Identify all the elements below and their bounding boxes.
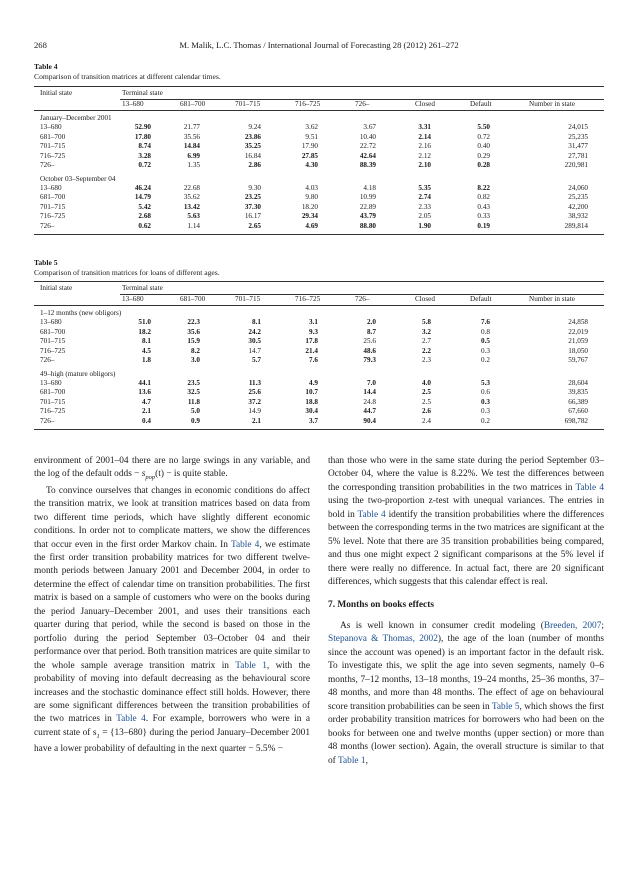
table-cell: 22.89 bbox=[359, 202, 376, 211]
table-cell: 5.42 bbox=[138, 202, 151, 211]
row-state-label: 716–725 bbox=[40, 151, 66, 160]
row-state-label: 681–700 bbox=[40, 193, 66, 201]
table-cell: 42.64 bbox=[359, 151, 376, 160]
table-cell: 2.65 bbox=[248, 221, 261, 230]
column-header: 726– bbox=[355, 100, 370, 108]
table-header-row bbox=[34, 282, 604, 294]
table-cell: 4.18 bbox=[363, 183, 376, 192]
table-bottom-pad bbox=[34, 231, 604, 234]
row-state-label: 701–715 bbox=[40, 202, 66, 211]
table-cell: 32.5 bbox=[187, 388, 200, 396]
table4-caption-block bbox=[34, 62, 221, 82]
table-cell: 23.86 bbox=[244, 132, 261, 141]
column-header: 681–700 bbox=[180, 295, 206, 303]
table-cell: 0.3 bbox=[481, 407, 490, 415]
table-cell: 2.5 bbox=[422, 397, 431, 406]
initial-state-header: Initial state bbox=[40, 284, 73, 292]
table-cell: 37.2 bbox=[248, 397, 261, 406]
table-row bbox=[34, 328, 604, 338]
table-cell: 0.3 bbox=[481, 397, 490, 406]
table-cell: 1.14 bbox=[187, 221, 200, 230]
table-cell: 43.79 bbox=[359, 212, 376, 220]
table4-link[interactable]: Table 4 bbox=[575, 482, 605, 493]
table-cell: 220,981 bbox=[564, 161, 588, 169]
table-cell: 30.4 bbox=[305, 407, 318, 415]
table-cell: 13.6 bbox=[138, 388, 151, 396]
table-cell: 9.30 bbox=[248, 183, 261, 192]
citation-link[interactable]: Breeden, 2007 bbox=[543, 620, 602, 631]
row-state-label: 681–700 bbox=[40, 388, 66, 396]
table-row bbox=[34, 142, 604, 152]
table-cell: 0.9 bbox=[191, 416, 200, 425]
table-cell: 22.72 bbox=[359, 142, 376, 150]
table-cell: 2.2 bbox=[422, 346, 431, 355]
table-cell: 2.86 bbox=[248, 161, 261, 169]
column-header: 716–725 bbox=[295, 100, 321, 108]
running-header bbox=[34, 40, 604, 54]
table-cell: 2.7 bbox=[422, 337, 431, 345]
table-cell: 67,660 bbox=[568, 407, 588, 415]
table5 bbox=[34, 281, 604, 430]
table-cell: 17.90 bbox=[301, 142, 318, 150]
table-cell: 37.30 bbox=[244, 202, 261, 211]
table-cell: 289,814 bbox=[564, 221, 588, 230]
group-title bbox=[34, 369, 604, 379]
table-cell: 88.39 bbox=[359, 161, 376, 169]
column-header: 13–680 bbox=[122, 100, 144, 108]
table4-caption: Comparison of transition matrices at different calendar times. bbox=[34, 72, 221, 81]
table-cell: 17.8 bbox=[305, 337, 318, 345]
table-row bbox=[34, 161, 604, 171]
table-cell: 9.80 bbox=[305, 193, 318, 201]
group-title bbox=[34, 174, 604, 184]
table-cell: 3.2 bbox=[422, 327, 431, 336]
table-cell: 18,050 bbox=[568, 346, 588, 355]
table-cell: 35.25 bbox=[244, 142, 261, 150]
group-title bbox=[34, 113, 604, 123]
page-number: 268 bbox=[34, 40, 47, 50]
body-column-right bbox=[328, 455, 604, 768]
table-row bbox=[34, 337, 604, 347]
table-column-header-row bbox=[34, 99, 604, 111]
table-cell: 27.85 bbox=[301, 151, 318, 160]
table-cell: 23.25 bbox=[244, 193, 261, 201]
table-cell: 11.8 bbox=[187, 397, 200, 406]
row-state-label: 13–680 bbox=[40, 378, 62, 387]
table-row bbox=[34, 417, 604, 427]
table-cell: 44.1 bbox=[138, 378, 151, 387]
terminal-state-header: Terminal state bbox=[122, 89, 163, 97]
table-cell: 0.6 bbox=[481, 388, 490, 396]
row-state-label: 716–725 bbox=[40, 346, 66, 355]
column-header: Closed bbox=[415, 100, 435, 108]
table-cell: 2.05 bbox=[418, 212, 431, 220]
table-cell: 35.62 bbox=[183, 193, 200, 201]
table-cell: 7.6 bbox=[481, 318, 490, 326]
group-title-text: 1–12 months (new obligors) bbox=[40, 309, 122, 317]
table-cell: 24.8 bbox=[363, 397, 376, 406]
table-row bbox=[34, 184, 604, 194]
table-cell: 8.22 bbox=[477, 183, 490, 192]
table5-caption-block bbox=[34, 258, 220, 278]
table-cell: 0.8 bbox=[481, 327, 490, 336]
journal-citation: M. Malik, L.C. Thomas / International Journal of Forecasting 28 (2012) 261–272 bbox=[179, 40, 459, 50]
table-cell: 52.90 bbox=[134, 123, 151, 131]
table-cell: 4.5 bbox=[142, 346, 151, 355]
table-cell: 21,059 bbox=[568, 337, 588, 345]
table-cell: 2.5 bbox=[422, 388, 431, 396]
table-row bbox=[34, 379, 604, 389]
table-header-row bbox=[34, 87, 604, 99]
table-cell: 10.7 bbox=[305, 388, 318, 396]
table-cell: 25.6 bbox=[363, 337, 376, 345]
table-cell: 38,932 bbox=[568, 212, 588, 220]
table-row bbox=[34, 407, 604, 417]
table-cell: 6.99 bbox=[187, 151, 200, 160]
table-cell: 27,781 bbox=[568, 151, 588, 160]
table-cell: 16.84 bbox=[244, 151, 261, 160]
table-row bbox=[34, 347, 604, 357]
table-cell: 18.20 bbox=[301, 202, 318, 211]
table-cell: 18.2 bbox=[138, 327, 151, 336]
right-paragraph-2: As is well known in consumer credit modeling (Breeden, 2007; Stepanova & Thomas, 2002), the age of the loan (number of months since the account was opened) is an important factor in the default risk. To investigate this, we split the age into seven segments, namely 0–6 months, 7–12 months, 13–18 months, 19–24 months, 25–36 months, 37–48 months, and more than 48 months. The effect of age on behavioural score transition probabilities can be seen in Table 5, which shows the first order probability transition matrices for borrowers who had been on the books for between one and twelve months (upper section) or more than 48 months (lower section). Again, the overall structure is similar to that of Table 1, bbox=[328, 620, 604, 766]
table-cell: 5.3 bbox=[481, 378, 490, 387]
table-cell: 22.3 bbox=[187, 318, 200, 326]
table-cell: 9.51 bbox=[305, 132, 318, 141]
table-cell: 22,019 bbox=[568, 327, 588, 336]
row-state-label: 701–715 bbox=[40, 142, 66, 150]
table-cell: 4.0 bbox=[422, 378, 431, 387]
table-row bbox=[34, 388, 604, 398]
row-state-label: 726– bbox=[40, 416, 55, 425]
table-cell: 0.40 bbox=[477, 142, 490, 150]
table-cell: 1.8 bbox=[142, 356, 151, 364]
table-cell: 10.40 bbox=[359, 132, 376, 141]
table-cell: 31,477 bbox=[568, 142, 588, 150]
group-title-text: October 03–September 04 bbox=[40, 174, 116, 183]
column-header: 701–715 bbox=[235, 100, 261, 108]
table4 bbox=[34, 86, 604, 235]
table-cell: 8.1 bbox=[252, 318, 261, 326]
table-row bbox=[34, 203, 604, 213]
table4-label: Table 4 bbox=[34, 62, 58, 71]
table-cell: 8.74 bbox=[138, 142, 151, 150]
table-cell: 14.4 bbox=[363, 388, 376, 396]
table-cell: 2.12 bbox=[418, 151, 431, 160]
table-cell: 2.3 bbox=[422, 356, 431, 364]
row-state-label: 701–715 bbox=[40, 337, 66, 345]
table-row bbox=[34, 222, 604, 232]
row-state-label: 716–725 bbox=[40, 407, 66, 415]
group-title bbox=[34, 308, 604, 318]
table-cell: 0.72 bbox=[138, 161, 151, 169]
table-cell: 0.5 bbox=[481, 337, 490, 345]
row-state-label: 13–680 bbox=[40, 123, 62, 131]
section-heading: 7. Months on books effects bbox=[328, 599, 434, 610]
table-cell: 22.68 bbox=[183, 183, 200, 192]
table-cell: 9.24 bbox=[248, 123, 261, 131]
table-cell: 24,015 bbox=[568, 123, 588, 131]
table-cell: 24.2 bbox=[248, 327, 261, 336]
table-cell: 5.0 bbox=[191, 407, 200, 415]
table-cell: 25,235 bbox=[568, 193, 588, 201]
table-row bbox=[34, 318, 604, 328]
left-paragraph-1: environment of 2001–04 there are no large swings in any variable, and the log of the default odds − $s_{pop}(t)$ − is quite stable. bbox=[34, 456, 310, 482]
table-cell: 14.84 bbox=[183, 142, 200, 150]
table-cell: 51.0 bbox=[138, 318, 151, 326]
table-bottom-pad bbox=[34, 426, 604, 429]
table4-link[interactable]: Table 4 bbox=[116, 714, 146, 725]
table-cell: 0.33 bbox=[477, 212, 490, 220]
column-header: 681–700 bbox=[180, 100, 206, 108]
table-cell: 2.33 bbox=[418, 202, 431, 211]
table-cell: 0.4 bbox=[142, 416, 151, 425]
table-cell: 21.4 bbox=[305, 346, 318, 355]
table-cell: 7.6 bbox=[309, 356, 318, 364]
table-cell: 79.3 bbox=[363, 356, 376, 364]
table-cell: 35.56 bbox=[183, 132, 200, 141]
table-cell: 5.35 bbox=[418, 183, 431, 192]
column-header: Default bbox=[470, 295, 492, 303]
table-cell: 4.30 bbox=[305, 161, 318, 169]
table-cell: 4.03 bbox=[305, 183, 318, 192]
table-cell: 14.7 bbox=[248, 346, 261, 355]
table-cell: 25,235 bbox=[568, 132, 588, 141]
table-cell: 29.34 bbox=[301, 212, 318, 220]
table-cell: 2.74 bbox=[418, 193, 431, 201]
row-state-label: 681–700 bbox=[40, 132, 66, 141]
table-cell: 11.3 bbox=[248, 378, 261, 387]
table-cell: 0.43 bbox=[477, 202, 490, 211]
terminal-state-header: Terminal state bbox=[122, 284, 163, 292]
table-row bbox=[34, 152, 604, 162]
table-cell: 2.16 bbox=[418, 142, 431, 150]
table-row bbox=[34, 212, 604, 222]
table-row bbox=[34, 133, 604, 143]
table-cell: 44.7 bbox=[363, 407, 376, 415]
row-state-label: 701–715 bbox=[40, 397, 66, 406]
table1-link[interactable]: Table 1 bbox=[235, 660, 267, 671]
row-state-label: 726– bbox=[40, 221, 55, 230]
column-header: 13–680 bbox=[122, 295, 144, 303]
table-cell: 3.7 bbox=[309, 416, 318, 425]
table-cell: 2.14 bbox=[418, 132, 431, 141]
left-paragraph-2: To convince ourselves that changes in economic conditions do affect the transition matrix, we look at transition matrices based on data from two different time periods, which have slightly different economic conditions. In order not to complicate matters, we show the differences that occur even in the first order Markov chain. In Table 4, we estimate the first order transition probability matrices for two different twelve-month periods between January 2001 and December 2004, in order to determine the effect of calendar time on transition probabilities. The first matrix is based on a sample of customers who were on the books during the period January–December 2001, and uses their transitions each quarter during that period, while the second is based on those in the portfolio during the period September 03–October 04 and their performance over that period. Both transition matrices are quite similar to the whole sample average transition matrix in Table 1, with the probability of moving into default decreasing as the behavioural score increases and the stochastic dominance effect still holds. However, there are some significant differences between the transition probabilities of the two matrices in Table 4. For example, borrowers who were in a current state of $s_1 = \{13-680\}$ during the period January–December 2001 have a lower probability of defaulting in the next quarter − 5.5% − bbox=[34, 485, 310, 755]
table1-link[interactable]: Table 1 bbox=[337, 755, 366, 766]
table-cell: 14.79 bbox=[134, 193, 151, 201]
table-cell: 21.77 bbox=[183, 123, 200, 131]
table-cell: 14.9 bbox=[248, 407, 261, 415]
table-column-header-row bbox=[34, 294, 604, 306]
table-cell: 23.5 bbox=[187, 378, 200, 387]
table-cell: 0.2 bbox=[481, 356, 490, 364]
table-cell: 5.7 bbox=[252, 356, 261, 364]
table-cell: 24,858 bbox=[568, 318, 588, 326]
column-header: Default bbox=[470, 100, 492, 108]
table-cell: 0.19 bbox=[477, 221, 490, 230]
table-cell: 66,389 bbox=[568, 397, 588, 406]
table-cell: 0.2 bbox=[481, 416, 490, 425]
table-cell: 0.28 bbox=[477, 161, 490, 169]
table-cell: 30.5 bbox=[248, 337, 261, 345]
table-cell: 3.62 bbox=[305, 123, 318, 131]
table-cell: 24,060 bbox=[568, 183, 588, 192]
row-state-label: 13–680 bbox=[40, 183, 62, 192]
table-row bbox=[34, 356, 604, 366]
table-cell: 8.1 bbox=[142, 337, 151, 345]
table-cell: 0.3 bbox=[481, 346, 490, 355]
table-cell: 4.69 bbox=[305, 221, 318, 230]
row-state-label: 681–700 bbox=[40, 327, 66, 336]
table-cell: 2.1 bbox=[252, 416, 261, 425]
table-cell: 90.4 bbox=[363, 416, 376, 425]
table-cell: 2.4 bbox=[422, 416, 431, 425]
table5-caption: Comparison of transition matrices for loans of different ages. bbox=[34, 268, 220, 277]
table-cell: 1.35 bbox=[187, 161, 200, 169]
table-cell: 1.90 bbox=[418, 221, 431, 230]
table-cell: 0.72 bbox=[477, 132, 490, 141]
table-cell: 17.80 bbox=[134, 132, 151, 141]
table-cell: 2.0 bbox=[367, 318, 376, 326]
table-cell: 8.2 bbox=[191, 346, 200, 355]
table-cell: 46.24 bbox=[134, 183, 151, 192]
row-state-label: 726– bbox=[40, 356, 55, 364]
table-row bbox=[34, 398, 604, 408]
body-column-left bbox=[34, 455, 310, 757]
group-title-text: 49–high (mature obligors) bbox=[40, 369, 116, 378]
table-cell: 2.68 bbox=[138, 212, 151, 220]
table-cell: 4.7 bbox=[142, 397, 151, 406]
table4-link[interactable]: Table 4 bbox=[357, 509, 386, 520]
column-header: Number in state bbox=[529, 100, 575, 108]
table-cell: 0.62 bbox=[138, 221, 151, 230]
table-cell: 25.6 bbox=[248, 388, 261, 396]
table-cell: 3.28 bbox=[138, 151, 151, 160]
column-header: 726– bbox=[355, 295, 370, 303]
column-header: 701–715 bbox=[235, 295, 261, 303]
table-cell: 9.3 bbox=[309, 327, 318, 336]
table-row bbox=[34, 123, 604, 133]
table-cell: 39,835 bbox=[568, 388, 588, 396]
table-cell: 3.67 bbox=[363, 123, 376, 131]
table-cell: 16.17 bbox=[244, 212, 261, 220]
table-cell: 0.29 bbox=[477, 151, 490, 160]
column-header: Closed bbox=[415, 295, 435, 303]
row-state-label: 13–680 bbox=[40, 318, 62, 326]
table-cell: 0.82 bbox=[477, 193, 490, 201]
citation-link[interactable]: Stepanova & Thomas, 2002 bbox=[328, 634, 438, 645]
group-title-text: January–December 2001 bbox=[40, 114, 112, 122]
table-cell: 10.99 bbox=[359, 193, 376, 201]
table-cell: 5.8 bbox=[422, 318, 431, 326]
table5-label: Table 5 bbox=[34, 258, 58, 267]
right-paragraph-1: than those who were in the same state during the period September 03–October 04, where the value is 8.22%. We test the differences between the corresponding transition probabilities in the two matrices in Table 4 using the two-proportion z-test with unequal variances. The entries in bold in Table 4 identify the transition probabilities where the differences between the corresponding terms in the two matrices are significant at the 5% level. Note that there are 35 transition probabilities being compared, and thus one might expect 2 significant comparisons at the 5% level if there were really no difference. In actual fact, there are 20 significant differences, which suggests that this calendar effect is real. bbox=[328, 456, 605, 588]
table-cell: 42,200 bbox=[568, 202, 588, 211]
table-cell: 8.7 bbox=[367, 327, 376, 336]
table-row bbox=[34, 193, 604, 203]
table4-link[interactable]: Table 4 bbox=[230, 539, 260, 550]
table-cell: 2.1 bbox=[142, 407, 151, 415]
table-cell: 13.42 bbox=[183, 202, 200, 211]
table-cell: 2.10 bbox=[418, 161, 431, 169]
row-state-label: 726– bbox=[40, 161, 55, 169]
table-cell: 5.63 bbox=[187, 212, 200, 220]
row-state-label: 716–725 bbox=[40, 212, 66, 220]
table-cell: 3.0 bbox=[191, 356, 200, 364]
initial-state-header: Initial state bbox=[40, 89, 73, 97]
table-cell: 3.31 bbox=[418, 123, 431, 131]
table-cell: 2.6 bbox=[422, 407, 431, 415]
table-cell: 35.6 bbox=[187, 327, 200, 336]
table-cell: 59,767 bbox=[568, 356, 588, 364]
table-cell: 4.9 bbox=[309, 378, 318, 387]
table-cell: 3.1 bbox=[309, 318, 318, 326]
table-cell: 18.8 bbox=[305, 397, 318, 406]
table-cell: 15.9 bbox=[187, 337, 200, 345]
column-header: 716–725 bbox=[295, 295, 321, 303]
column-header: Number in state bbox=[529, 295, 575, 303]
table-cell: 28,604 bbox=[568, 378, 588, 387]
table-cell: 5.50 bbox=[477, 123, 490, 131]
table5-link[interactable]: Table 5 bbox=[491, 701, 520, 712]
table-cell: 88.80 bbox=[359, 221, 376, 230]
table-cell: 7.0 bbox=[367, 378, 376, 387]
table-cell: 48.6 bbox=[363, 346, 376, 355]
table-cell: 698,782 bbox=[564, 416, 588, 425]
